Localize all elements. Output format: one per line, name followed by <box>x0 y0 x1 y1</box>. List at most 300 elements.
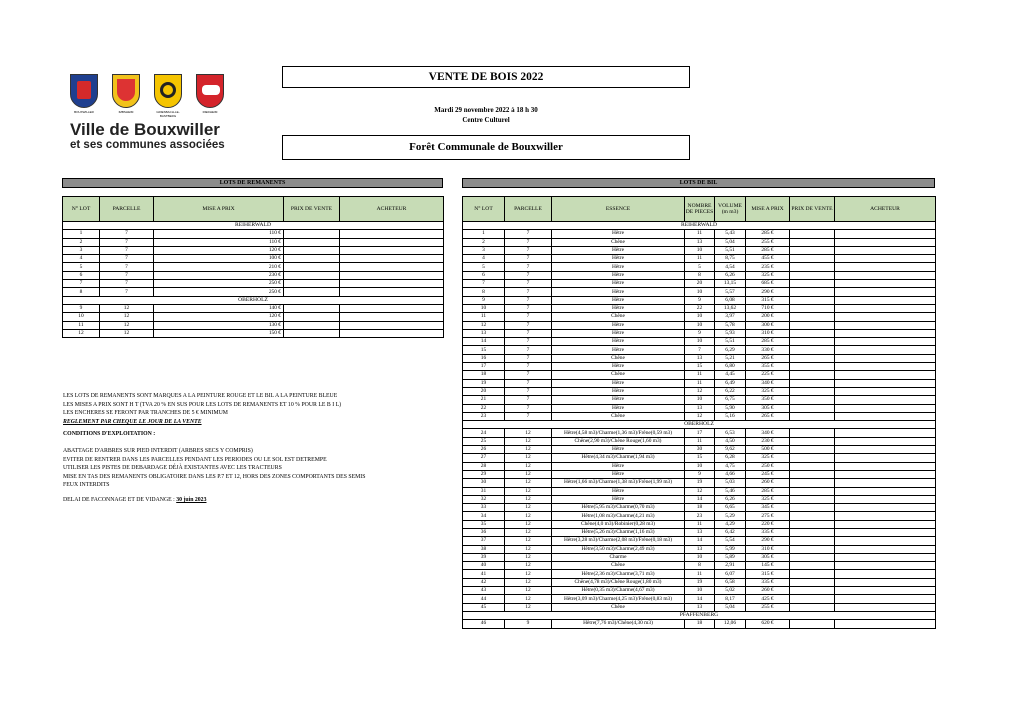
table-cell: 330 € <box>746 346 790 354</box>
empty-entry-cell[interactable] <box>835 230 936 238</box>
empty-entry-cell[interactable] <box>340 280 444 288</box>
table-cell: 6,80 <box>715 363 746 371</box>
table-cell: 12 <box>505 462 552 470</box>
empty-entry-cell[interactable] <box>284 313 340 321</box>
village-name: IMBSHEIM <box>118 110 134 114</box>
empty-entry-cell[interactable] <box>835 404 936 412</box>
table-cell: 45 <box>463 603 505 611</box>
table-cell: 6 <box>463 271 505 279</box>
table-cell: 7 <box>505 387 552 395</box>
table-cell: 7 <box>505 329 552 337</box>
table-cell: Hêtre(4,58 m3)/Charme(1,36 m3)/Frêne(0,59 m3) <box>552 429 685 437</box>
table-row <box>463 379 936 387</box>
table-cell: 6,29 <box>715 346 746 354</box>
table-cell: 7 <box>100 230 154 238</box>
table-cell: 34 <box>463 512 505 520</box>
table-cell: 335 € <box>746 578 790 586</box>
table-cell: 40 <box>463 562 505 570</box>
table-cell: 18 <box>685 504 715 512</box>
table-cell: 6,28 <box>715 454 746 462</box>
table-cell: 305 € <box>746 553 790 561</box>
table-cell: 11 <box>685 379 715 387</box>
table-cell: 10 <box>685 396 715 404</box>
table-row <box>463 479 936 487</box>
table-cell: 7 <box>505 263 552 271</box>
empty-entry-cell[interactable] <box>835 379 936 387</box>
empty-entry-cell[interactable] <box>835 462 936 470</box>
table-cell: 7 <box>505 412 552 420</box>
column-header: PARCELLE <box>100 197 154 222</box>
empty-entry-cell[interactable] <box>835 562 936 570</box>
empty-entry-cell[interactable] <box>790 479 835 487</box>
empty-entry-cell[interactable] <box>790 487 835 495</box>
table-row <box>463 528 936 536</box>
table-cell: 6,07 <box>715 570 746 578</box>
empty-entry-cell[interactable] <box>790 545 835 553</box>
condition-line: FEUX INTERDITS <box>63 482 110 489</box>
table-row <box>463 404 936 412</box>
empty-entry-cell[interactable] <box>835 280 936 288</box>
empty-entry-cell[interactable] <box>835 446 936 454</box>
table-cell: 3 <box>463 246 505 254</box>
column-header: ACHETEUR <box>340 197 444 222</box>
empty-entry-cell[interactable] <box>340 255 444 263</box>
empty-entry-cell[interactable] <box>835 354 936 362</box>
table-cell: 6 <box>63 271 100 279</box>
empty-entry-cell[interactable] <box>284 238 340 246</box>
table-cell: 5 <box>463 263 505 271</box>
table-cell: 6,26 <box>715 271 746 279</box>
empty-entry-cell[interactable] <box>835 396 936 404</box>
empty-entry-cell[interactable] <box>790 288 835 296</box>
empty-entry-cell[interactable] <box>790 346 835 354</box>
empty-entry-cell[interactable] <box>340 288 444 296</box>
empty-entry-cell[interactable] <box>790 520 835 528</box>
table-cell: 7 <box>505 304 552 312</box>
empty-entry-cell[interactable] <box>835 504 936 512</box>
table-cell: 12 <box>685 487 715 495</box>
condition-line: ABATTAGE D'ARBRES SUR PIED INTERDIT (ARBRES SECS Y COMPRIS) <box>63 447 253 454</box>
empty-entry-cell[interactable] <box>284 288 340 296</box>
empty-entry-cell[interactable] <box>790 587 835 595</box>
empty-entry-cell[interactable] <box>835 363 936 371</box>
town-subtitle: et ses communes associées <box>70 139 225 151</box>
table-cell: 20 <box>685 280 715 288</box>
empty-entry-cell[interactable] <box>284 230 340 238</box>
table-cell: 4,29 <box>715 520 746 528</box>
table-cell: 7 <box>505 238 552 246</box>
table-row <box>463 387 936 395</box>
table-row <box>463 553 936 561</box>
empty-entry-cell[interactable] <box>790 504 835 512</box>
table-cell: 7 <box>100 263 154 271</box>
table-cell: Hêtre <box>552 288 685 296</box>
table-cell: 22 <box>685 304 715 312</box>
table-cell: 27 <box>463 454 505 462</box>
table-cell: 12 <box>505 537 552 545</box>
table-cell: 5,16 <box>715 412 746 420</box>
table-cell: 325 € <box>746 454 790 462</box>
empty-entry-cell[interactable] <box>835 371 936 379</box>
empty-entry-cell[interactable] <box>835 603 936 611</box>
empty-entry-cell[interactable] <box>790 321 835 329</box>
empty-entry-cell[interactable] <box>835 387 936 395</box>
empty-entry-cell[interactable] <box>790 371 835 379</box>
empty-entry-cell[interactable] <box>790 412 835 420</box>
table-cell: 100 € <box>154 255 284 263</box>
table-cell: 42 <box>463 578 505 586</box>
table-cell: 290 € <box>746 288 790 296</box>
table-cell: 4,66 <box>715 470 746 478</box>
table-cell: Hêtre <box>552 255 685 263</box>
empty-entry-cell[interactable] <box>284 321 340 329</box>
empty-entry-cell[interactable] <box>790 387 835 395</box>
table-cell: Hêtre <box>552 404 685 412</box>
table-cell: 285 € <box>746 246 790 254</box>
empty-entry-cell[interactable] <box>790 495 835 503</box>
table-row <box>63 230 444 238</box>
empty-entry-cell[interactable] <box>790 454 835 462</box>
table-cell: 11 <box>63 321 100 329</box>
empty-entry-cell[interactable] <box>790 512 835 520</box>
table-cell: 250 € <box>154 288 284 296</box>
table-cell: 250 € <box>746 462 790 470</box>
table-cell: 345 € <box>746 504 790 512</box>
empty-entry-cell[interactable] <box>790 263 835 271</box>
table-row <box>463 321 936 329</box>
table-cell: 620 € <box>746 620 790 628</box>
table-cell: Hêtre(5,26 m3)/Charme(1,16 m3) <box>552 528 685 536</box>
table-row <box>463 562 936 570</box>
table-cell: 6,58 <box>715 578 746 586</box>
empty-entry-cell[interactable] <box>835 271 936 279</box>
empty-entry-cell[interactable] <box>340 238 444 246</box>
table-cell: 425 € <box>746 595 790 603</box>
table-cell: 36 <box>463 528 505 536</box>
delay-date: 30 juin 2023 <box>176 496 207 503</box>
table-cell: 19 <box>685 578 715 586</box>
table-cell: 335 € <box>746 528 790 536</box>
table-cell: 7 <box>505 371 552 379</box>
empty-entry-cell[interactable] <box>284 304 340 312</box>
table-cell: 110 € <box>154 230 284 238</box>
table-cell: 12 <box>63 329 100 337</box>
empty-entry-cell[interactable] <box>835 263 936 271</box>
empty-entry-cell[interactable] <box>284 280 340 288</box>
table-cell: 15 <box>685 363 715 371</box>
table-row <box>463 313 936 321</box>
empty-entry-cell[interactable] <box>835 255 936 263</box>
table-cell: 15 <box>463 346 505 354</box>
table-cell: 7 <box>505 338 552 346</box>
empty-entry-cell[interactable] <box>790 280 835 288</box>
table-cell: 26 <box>463 446 505 454</box>
empty-entry-cell[interactable] <box>790 595 835 603</box>
table-cell: 130 € <box>154 321 284 329</box>
table-row <box>463 603 936 611</box>
empty-entry-cell[interactable] <box>835 321 936 329</box>
table-cell: 250 € <box>154 280 284 288</box>
empty-entry-cell[interactable] <box>835 537 936 545</box>
table-cell: 25 <box>463 437 505 445</box>
empty-entry-cell[interactable] <box>790 470 835 478</box>
table-cell: 32 <box>463 495 505 503</box>
table-cell: 11 <box>685 230 715 238</box>
table-row <box>463 338 936 346</box>
table-cell: 14 <box>685 595 715 603</box>
table-row <box>463 429 936 437</box>
remanents-section-title: LOTS DE REMANENTS <box>62 178 443 188</box>
table-cell: Hêtre <box>552 304 685 312</box>
table-cell: Chêne <box>552 371 685 379</box>
column-header: MISE A PRIX <box>746 197 790 222</box>
table-cell: Chêne(4,0 m3)/Robinier(0,28 m3) <box>552 520 685 528</box>
empty-entry-cell[interactable] <box>835 570 936 578</box>
table-cell: 1 <box>63 230 100 238</box>
empty-entry-cell[interactable] <box>790 396 835 404</box>
empty-entry-cell[interactable] <box>790 230 835 238</box>
table-cell: 12 <box>505 437 552 445</box>
empty-entry-cell[interactable] <box>790 528 835 536</box>
empty-entry-cell[interactable] <box>790 562 835 570</box>
empty-entry-cell[interactable] <box>835 238 936 246</box>
table-cell: 12 <box>505 553 552 561</box>
sale-date: Mardi 29 novembre 2022 à 18 h 30 <box>434 106 538 114</box>
empty-entry-cell[interactable] <box>340 313 444 321</box>
column-header: ESSENCE <box>552 197 685 222</box>
empty-entry-cell[interactable] <box>835 595 936 603</box>
table-cell: Chêne <box>552 603 685 611</box>
empty-entry-cell[interactable] <box>790 238 835 246</box>
group-name: OBERHOLZ <box>63 296 444 304</box>
table-row <box>463 412 936 420</box>
empty-entry-cell[interactable] <box>835 429 936 437</box>
empty-entry-cell[interactable] <box>284 271 340 279</box>
table-cell: 230 € <box>746 437 790 445</box>
table-cell: 7 <box>505 321 552 329</box>
table-cell: 7 <box>100 288 154 296</box>
empty-entry-cell[interactable] <box>835 304 936 312</box>
bil-table <box>462 196 936 629</box>
table-row <box>463 363 936 371</box>
empty-entry-cell[interactable] <box>284 255 340 263</box>
table-cell: 5,21 <box>715 354 746 362</box>
empty-entry-cell[interactable] <box>835 329 936 337</box>
empty-entry-cell[interactable] <box>790 255 835 263</box>
empty-entry-cell[interactable] <box>835 528 936 536</box>
table-cell: 30 <box>463 479 505 487</box>
empty-entry-cell[interactable] <box>790 296 835 304</box>
empty-entry-cell[interactable] <box>835 495 936 503</box>
empty-entry-cell[interactable] <box>790 313 835 321</box>
table-cell: 33 <box>463 504 505 512</box>
empty-entry-cell[interactable] <box>790 553 835 561</box>
table-cell: Hêtre(5,95 m3)/Charme(0,70 m3) <box>552 504 685 512</box>
table-cell: 5,90 <box>715 404 746 412</box>
empty-entry-cell[interactable] <box>835 578 936 586</box>
table-cell: 285 € <box>746 487 790 495</box>
table-row <box>63 246 444 254</box>
group-name: REIHERWALD <box>463 222 936 230</box>
empty-entry-cell[interactable] <box>835 296 936 304</box>
empty-entry-cell[interactable] <box>835 512 936 520</box>
table-cell: 12 <box>463 321 505 329</box>
table-row <box>63 263 444 271</box>
empty-entry-cell[interactable] <box>790 271 835 279</box>
empty-entry-cell[interactable] <box>790 363 835 371</box>
table-cell: Hêtre(1,66 m3)/Charme(1,38 m3)/Frêne(1,99 m3) <box>552 479 685 487</box>
group-row <box>463 421 936 429</box>
empty-entry-cell[interactable] <box>284 263 340 271</box>
table-cell: 6,26 <box>715 495 746 503</box>
table-cell: Hêtre <box>552 396 685 404</box>
empty-entry-cell[interactable] <box>284 329 340 337</box>
empty-entry-cell[interactable] <box>340 271 444 279</box>
table-row <box>463 620 936 628</box>
empty-entry-cell[interactable] <box>790 537 835 545</box>
table-cell: 255 € <box>746 238 790 246</box>
empty-entry-cell[interactable] <box>790 379 835 387</box>
empty-entry-cell[interactable] <box>835 520 936 528</box>
empty-entry-cell[interactable] <box>835 545 936 553</box>
table-cell: 12 <box>100 329 154 337</box>
table-cell: 5,43 <box>715 230 746 238</box>
table-cell: 11 <box>685 255 715 263</box>
table-row <box>463 396 936 404</box>
empty-entry-cell[interactable] <box>835 338 936 346</box>
table-cell: 12 <box>505 446 552 454</box>
table-cell: 9 <box>685 296 715 304</box>
empty-entry-cell[interactable] <box>790 338 835 346</box>
table-cell: Hêtre(2,36 m3)/Charme(3,71 m3) <box>552 570 685 578</box>
table-cell: 2,91 <box>715 562 746 570</box>
empty-entry-cell[interactable] <box>835 288 936 296</box>
empty-entry-cell[interactable] <box>835 346 936 354</box>
table-cell: 13 <box>685 238 715 246</box>
empty-entry-cell[interactable] <box>790 304 835 312</box>
table-cell: 5,51 <box>715 246 746 254</box>
empty-entry-cell[interactable] <box>835 412 936 420</box>
table-cell: 43 <box>463 587 505 595</box>
empty-entry-cell[interactable] <box>790 446 835 454</box>
table-cell: 350 € <box>746 396 790 404</box>
document-title: VENTE DE BOIS 2022 <box>282 66 690 88</box>
empty-entry-cell[interactable] <box>790 329 835 337</box>
column-header: PRIX DE VENTE <box>790 197 835 222</box>
table-cell: 17 <box>685 429 715 437</box>
empty-entry-cell[interactable] <box>835 479 936 487</box>
empty-entry-cell[interactable] <box>790 429 835 437</box>
table-cell: 29 <box>463 470 505 478</box>
table-cell: 12 <box>100 313 154 321</box>
table-cell: 12 <box>505 429 552 437</box>
empty-entry-cell[interactable] <box>790 620 835 628</box>
table-cell: 12,06 <box>715 620 746 628</box>
table-cell: 12 <box>505 487 552 495</box>
empty-entry-cell[interactable] <box>790 437 835 445</box>
table-cell: 15 <box>685 454 715 462</box>
table-cell: 16 <box>463 354 505 362</box>
empty-entry-cell[interactable] <box>340 230 444 238</box>
condition-line: EVITER DE RENTRER DANS LES PARCELLES PENDANT LES PERIODES OU LE SOL EST DETREMPE <box>63 456 327 463</box>
empty-entry-cell[interactable] <box>835 454 936 462</box>
table-row <box>463 537 936 545</box>
empty-entry-cell[interactable] <box>284 246 340 254</box>
empty-entry-cell[interactable] <box>790 603 835 611</box>
table-cell: 8,17 <box>715 595 746 603</box>
empty-entry-cell[interactable] <box>835 470 936 478</box>
table-cell: 12 <box>505 479 552 487</box>
table-cell: 13 <box>685 354 715 362</box>
empty-entry-cell[interactable] <box>835 620 936 628</box>
table-cell: 310 € <box>746 545 790 553</box>
table-cell: Hêtre <box>552 470 685 478</box>
table-cell: Hêtre <box>552 246 685 254</box>
empty-entry-cell[interactable] <box>835 313 936 321</box>
group-row <box>63 296 444 304</box>
empty-entry-cell[interactable] <box>340 304 444 312</box>
group-row <box>463 222 936 230</box>
empty-entry-cell[interactable] <box>835 487 936 495</box>
table-cell: Hêtre <box>552 387 685 395</box>
table-cell: 6,65 <box>715 504 746 512</box>
table-cell: 21 <box>463 396 505 404</box>
table-cell: 245 € <box>746 470 790 478</box>
empty-entry-cell[interactable] <box>835 246 936 254</box>
table-cell: 8 <box>685 562 715 570</box>
empty-entry-cell[interactable] <box>835 437 936 445</box>
empty-entry-cell[interactable] <box>790 570 835 578</box>
table-cell: 220 € <box>746 520 790 528</box>
table-cell: 12 <box>505 470 552 478</box>
table-cell: Hêtre <box>552 363 685 371</box>
empty-entry-cell[interactable] <box>790 404 835 412</box>
table-cell: Hêtre <box>552 230 685 238</box>
table-cell: 11 <box>685 371 715 379</box>
table-cell: 260 € <box>746 479 790 487</box>
empty-entry-cell[interactable] <box>790 578 835 586</box>
empty-entry-cell[interactable] <box>340 263 444 271</box>
table-row <box>63 321 444 329</box>
table-cell: Hêtre(3,50 m3)/Charme(2,49 m3) <box>552 545 685 553</box>
table-cell: Hêtre <box>552 280 685 288</box>
table-cell: 8 <box>463 288 505 296</box>
empty-entry-cell[interactable] <box>835 587 936 595</box>
table-cell: Hêtre(0,35 m3)/Charme(4,67 m3) <box>552 587 685 595</box>
table-cell: Hêtre <box>552 346 685 354</box>
table-cell: 325 € <box>746 271 790 279</box>
table-row <box>463 446 936 454</box>
table-cell: 4 <box>63 255 100 263</box>
table-cell: 11 <box>685 437 715 445</box>
imbsheim-coat-of-arms-icon <box>112 74 140 108</box>
table-cell: 225 € <box>746 371 790 379</box>
empty-entry-cell[interactable] <box>340 329 444 337</box>
table-cell: 7 <box>100 271 154 279</box>
empty-entry-cell[interactable] <box>790 246 835 254</box>
table-cell: 19 <box>685 479 715 487</box>
delay-label: DELAI DE FACONNAGE ET DE VIDANGE : <box>63 496 175 503</box>
table-cell: 10 <box>685 321 715 329</box>
empty-entry-cell[interactable] <box>790 354 835 362</box>
empty-entry-cell[interactable] <box>790 462 835 470</box>
table-cell: 265 € <box>746 412 790 420</box>
empty-entry-cell[interactable] <box>835 553 936 561</box>
empty-entry-cell[interactable] <box>340 246 444 254</box>
table-cell: 12 <box>685 387 715 395</box>
empty-entry-cell[interactable] <box>340 321 444 329</box>
table-cell: 7 <box>505 246 552 254</box>
